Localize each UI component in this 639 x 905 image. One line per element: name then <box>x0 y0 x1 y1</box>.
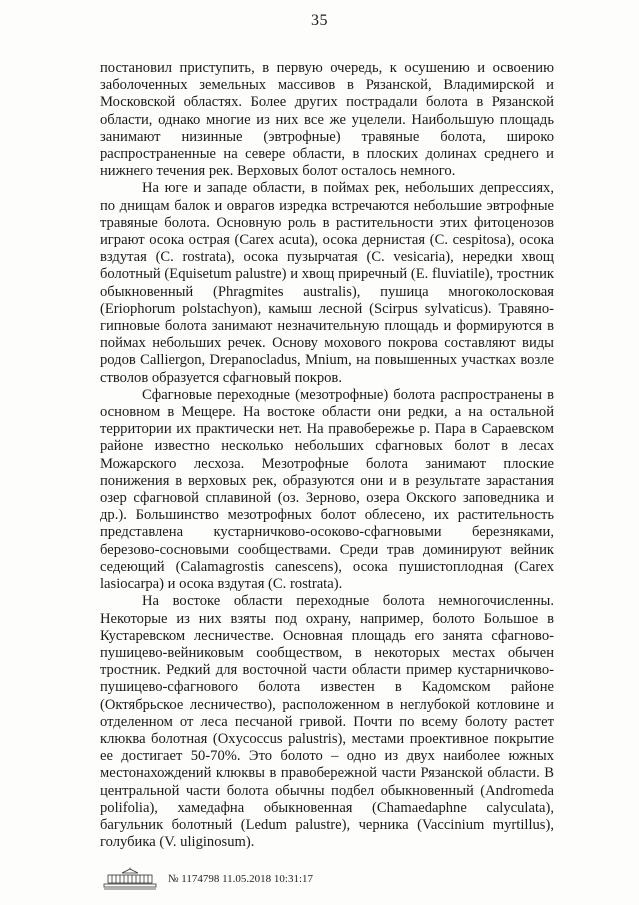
page-number: 35 <box>311 12 328 29</box>
registration-stamp: № 1174798 11.05.2018 10:31:17 <box>168 873 314 885</box>
paragraph-3: Сфагновые переходные (мезотрофные) болота распространены в основном в Мещере. На востоке области они редки, а на остальной территории их практически нет. На правобережье р. Пара в Сараевском районе известно несколько небольших сфагновых болот в лесах Можарского лесхоза. Мезотрофные болота занимают плоские понижения в верховых рек, образуются они и в результате зарастания озер сфагновой сплавиной (оз. Зерново, озера Окского заповедника и др.). Большинство мезотрофных болот облесено, их растительность представлена кустарничково-осоково-сфагновыми березняками, березово-сосновыми сообществами. Среди трав доминируют вейник седеющий (Calamagrostis canescens), осока пушистоплодная (Carex lasiocarpa) и осока вздутая (C. rostrata). <box>100 386 554 593</box>
footer <box>100 866 313 892</box>
paragraph-2: На юге и западе области, в поймах рек, небольших депрессиях, по днищам балок и оврагов изредка встречаются небольшие эвтрофные травяные болота. Основную роль в растительности этих фитоценозов играют осока острая (Carex acuta), осока дернистая (C. cespitosa), осока вздутая (C. rostrata), осока пузырчатая (C. vesicaria), нередки хвощ болотный (Equisetum palustre) и хвощ приречный (E. fluviatile), тростник обыкновенный (Phragmites australis), пушица многоколосковая (Eriophorum polstachyon), камыш лесной (Scirpus sylvaticus). Травяно-гипновые болота занимают незначительную площадь и формируются в поймах небольших речек. Основу мохового покрова составляют виды родов Calliergon, Drepanocladus, Mnium, на повышенных участках возле стволов образуется сфагновый покров. <box>100 180 554 386</box>
body-text <box>100 60 554 851</box>
building-stamp-icon <box>100 867 160 891</box>
paragraph-4: На востоке области переходные болота немногочисленны. Некоторые из них взяты под охрану, например, болото Большое в Кустаревском лесничестве. Основная площадь его занята сфагново-пушицево-вейниковым сообществом, в некоторых местах обычен тростник. Редкий для восточной части области пример кустарничково-пушицево-сфагнового болота известен в Кадомском районе (Октябрьское лесничество), расположенном в неглубокой котловине и отделенном от леса песчаной гривой. Почти по всему болоту растет клюква болотная (Oxycoccus palustris), местами проективное покрытие ее достигает 50-70%. Это болото – одно из двух наиболее южных местонахождений клюквы в правобережной части Рязанской области. В центральной части болота обычны подбел обыкновенный (Andromeda polifolia), хамедафна обыкновенная (Chamaedaphne calyculata), багульник болотный (Ledum palustre), черника (Vaccinium myrtillus), голубика (V. uliginosum). <box>100 593 554 851</box>
paragraph-1: постановил приступить, в первую очередь, к осушению и освоению заболоченных земельных массивов в Рязанской, Владимирской и Московской областях. Более других пострадали болота в Рязанской области, однако многие из них все же уцелели. Наибольшую площадь занимают низинные (эвтрофные) травяные болота, широко распространенные на севере области, в плоских долинах среднего и нижнего течения рек. Верховых болот осталось немного. <box>100 60 554 180</box>
